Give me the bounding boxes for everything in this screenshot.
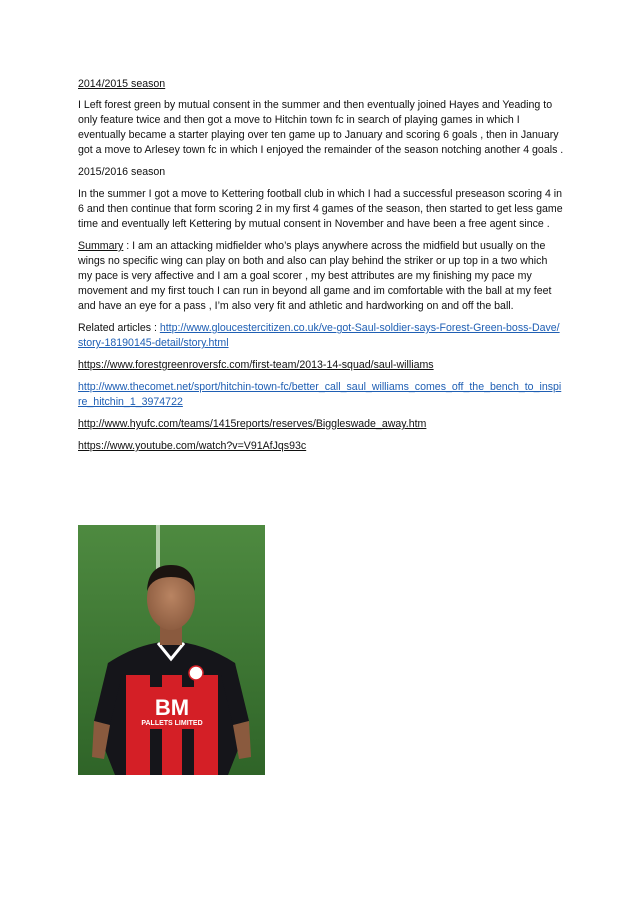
summary-text: : I am an attacking midfielder who’s plays anywhere across the midfield but usually on the wings no specific wing can play on both and also can play behind the striker or up top in a two which my pace is very affective and I am a goal scorer , my best attributes are my finishing my pace my movement and my first touch I can run in beyond all game and im comfortable with the ball at my feet and have an eye for a pass , I’m also very fit and athletic and hardworking on and off the ball.	[78, 240, 552, 312]
summary-paragraph	[78, 239, 564, 314]
player-photo	[78, 525, 265, 775]
season-2015-paragraph: In the summer I got a move to Kettering football club in which I had a successful preseason scoring 4 in 6 and then continue that form scoring 2 in my first 4 games of the season, then started to get less game time and eventually left Kettering by mutual consent in November and have been a free agent since .	[78, 188, 563, 230]
article-line-forest-green	[78, 358, 564, 373]
season-2014-paragraph: I Left forest green by mutual consent in the summer and then eventually joined Hayes and Yeading to only feature twice and then got a move to Hitchin town fc in search of playing games in which I eventually became a starter playing over ten game up to January and scoring 6 goals , then in January got a move to Arlesey town fc in which I enjoyed the remainder of the season notching another 4 goals .	[78, 99, 564, 156]
article-line-comet	[78, 380, 564, 410]
summary-label: Summary	[78, 240, 124, 252]
season-2014-heading: 2014/2015 season	[78, 78, 166, 90]
article-link-forest-green[interactable]: https://www.forestgreenroversfc.com/first-team/2013-14-squad/saul-williams	[78, 359, 434, 371]
article-link-comet[interactable]: http://www.thecomet.net/sport/hitchin-town-fc/better_call_saul_williams_comes_off_the_bench_to_inspire_hitchin_1_3974722	[78, 381, 562, 408]
club-crest	[189, 666, 203, 680]
sponsor-logo-subtext: PALLETS LIMITED	[141, 720, 203, 727]
related-articles-label: Related articles :	[78, 322, 160, 334]
article-line-youtube	[78, 439, 564, 454]
pitch-line	[156, 525, 160, 570]
article-line-hyufc	[78, 417, 564, 432]
sponsor-logo-text: BM	[154, 695, 190, 720]
article-link-youtube[interactable]: https://www.youtube.com/watch?v=V91AfJqs93c	[78, 440, 307, 452]
season-2015-heading: 2015/2016 season	[78, 166, 166, 178]
article-link-hyufc[interactable]: http://www.hyufc.com/teams/1415reports/reserves/Biggleswade_away.htm	[78, 418, 427, 430]
document-body	[78, 77, 564, 454]
related-articles	[78, 321, 564, 351]
article-link-gloucester[interactable]: http://www.gloucestercitizen.co.uk/ve-got-Saul-soldier-says-Forest-Green-boss-Dave/story-18190145-detail/story.html	[78, 322, 560, 349]
